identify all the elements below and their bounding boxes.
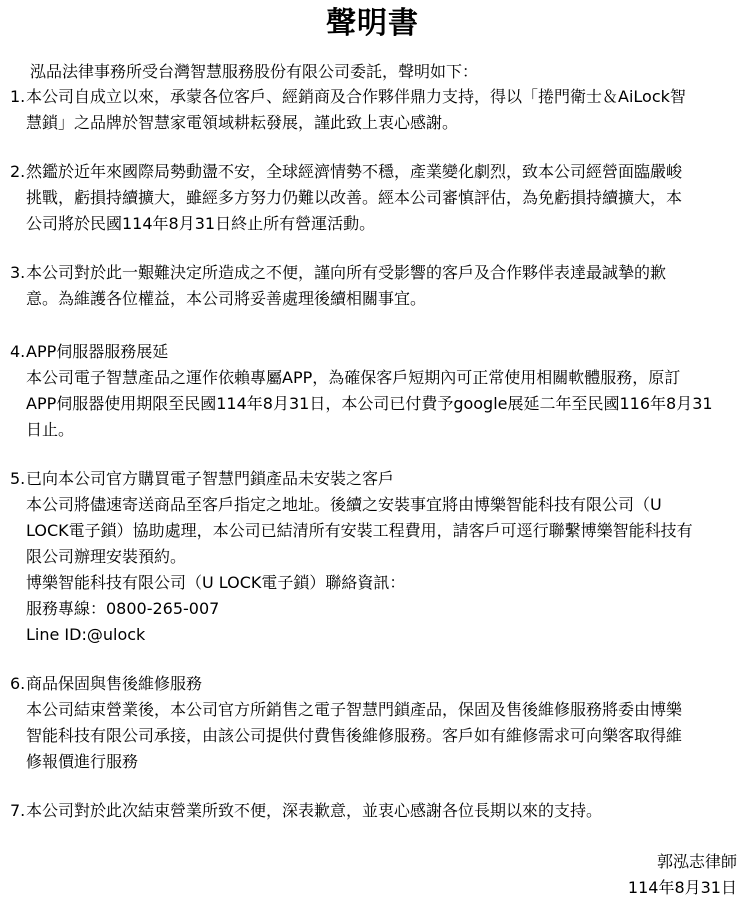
item-line: 修報價進行服務	[26, 752, 139, 771]
item-line	[10, 339, 736, 365]
item-heading: 商品保固與售後維修服務	[26, 674, 203, 693]
item-line: 日止。	[26, 420, 75, 439]
item-line: APP伺服器使用期限至民國114年8月31日，本公司已付費予google展延二年至民國116年8月31	[26, 394, 713, 413]
item-line	[10, 159, 736, 185]
list-item-1	[10, 84, 736, 136]
item-line: 智能科技有限公司承接，由該公司提供付費售後維修服務。客戶如有維修需求可向樂客取得維	[26, 726, 683, 745]
item-line	[10, 466, 736, 492]
item-number: 6.	[10, 674, 26, 693]
list-item-6	[10, 671, 736, 775]
item-line: 挑戰，虧損持續擴大，雖經多方努力仍難以改善。經本公司審慎評估，為免虧損持續擴大，本	[26, 188, 683, 207]
contact-phone: 服務專線：0800-265-007	[26, 599, 220, 618]
contact-company: 博樂智能科技有限公司（U LOCK電子鎖）聯絡資訊：	[26, 573, 406, 592]
item-line: 本公司將儘速寄送商品至客戶指定之地址。後續之安裝事宜將由博樂智能科技有限公司（U	[26, 495, 662, 514]
item-line: 限公司辦理安裝預約。	[26, 547, 187, 566]
item-text: 本公司對於此一艱難決定所造成之不便，謹向所有受影響的客戶及合作夥伴表達最誠摯的歉	[26, 263, 667, 282]
list-item-4	[10, 339, 736, 443]
item-number: 4.	[10, 342, 26, 361]
item-number: 2.	[10, 162, 26, 181]
contact-line-id: Line ID:@ulock	[26, 625, 146, 644]
item-text: 然鑑於近年來國際局勢動盪不安，全球經濟情勢不穩，產業變化劇烈，致本公司經營面臨嚴峻	[26, 162, 683, 181]
item-heading: APP伺服器服務展延	[26, 342, 169, 361]
item-line	[10, 260, 736, 286]
list-item-7	[10, 798, 736, 824]
list-item-3	[10, 260, 736, 312]
signature-date: 114年8月31日	[627, 878, 737, 897]
item-line	[10, 671, 736, 697]
item-line: 慧鎖」之品牌於智慧家電領域耕耘發展，謹此致上衷心感謝。	[26, 113, 459, 132]
item-number: 5.	[10, 469, 26, 488]
item-line: 本公司電子智慧產品之運作依賴專屬APP，為確保客戶短期內可正常使用相關軟體服務，原訂	[26, 368, 681, 387]
item-number: 7.	[10, 801, 26, 820]
intro-paragraph: 泓品法律事務所受台灣智慧服務股份有限公司委託，聲明如下：	[30, 62, 479, 81]
item-text: 本公司對於此次結束營業所致不便，深表歉意，並衷心感謝各位長期以來的支持。	[26, 801, 603, 820]
item-number: 3.	[10, 263, 26, 282]
item-line	[10, 84, 736, 110]
item-text: 本公司自成立以來，承蒙各位客戶、經銷商及合作夥伴鼎力支持，得以「捲門衛士＆AiLock智	[26, 87, 686, 106]
page-title: 聲明書	[326, 6, 419, 41]
item-line	[10, 798, 736, 824]
signature-name: 郭泓志律師	[656, 852, 737, 871]
item-line: 本公司結束營業後，本公司官方所銷售之電子智慧門鎖產品，保固及售後維修服務將委由博樂	[26, 700, 683, 719]
item-line: 意。為維護各位權益，本公司將妥善處理後續相關事宜。	[26, 289, 427, 308]
list-item-5	[10, 466, 736, 648]
item-number: 1.	[10, 87, 26, 106]
item-heading: 已向本公司官方購買電子智慧門鎖產品未安裝之客戶	[26, 469, 395, 488]
item-line: LOCK電子鎖）協助處理，本公司已結清所有安裝工程費用，請客戶可逕行聯繫博樂智能科技有	[26, 521, 693, 540]
list-item-2	[10, 159, 736, 237]
item-line: 公司將於民國114年8月31日終止所有營運活動。	[26, 214, 376, 233]
